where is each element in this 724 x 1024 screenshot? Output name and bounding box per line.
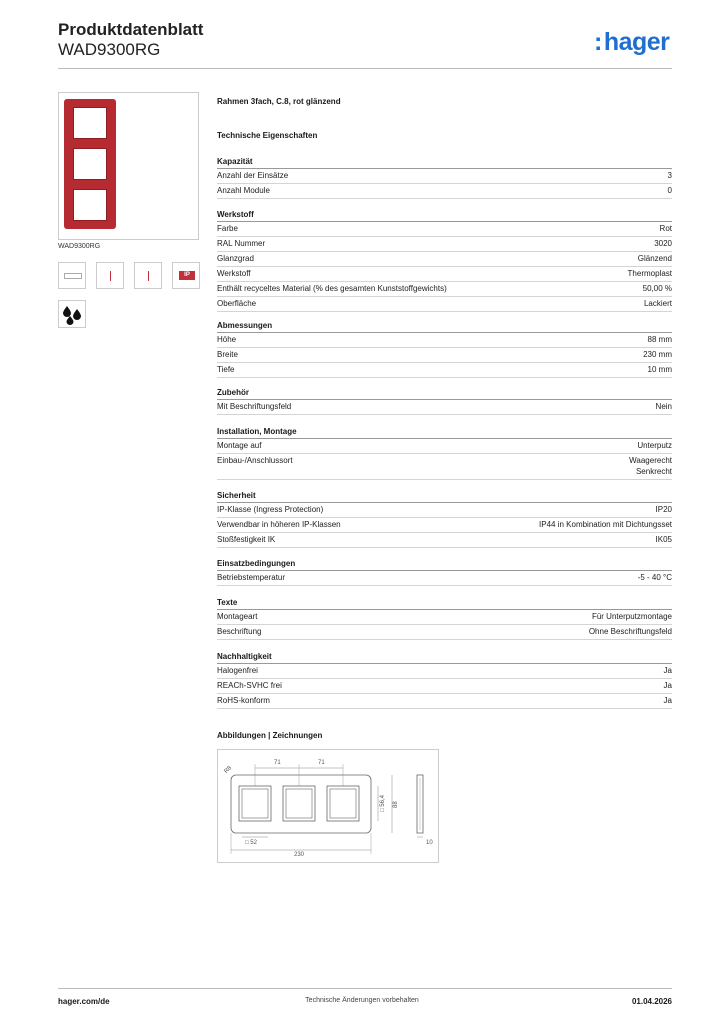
water-drops-icon [58,300,86,328]
section-sicherheit [217,489,672,548]
frame-opening [73,107,107,139]
section-kapazitaet [217,155,672,199]
section-werkstoff [217,208,672,312]
dim-height: 88 [393,801,399,808]
frame-opening [73,148,107,180]
section-title: Abmessungen [217,319,672,333]
spec-row: Enthält recyceltes Material (% des gesamten Kunststoffgewichts) 50,00 % [217,282,672,297]
frame-outline-icon [58,262,86,289]
section-title: Texte [217,596,672,610]
footer-note: Technische Änderungen vorbehalten [305,997,419,1004]
spec-row: Höhe 88 mm [217,333,672,348]
section-title: Kapazität [217,155,672,169]
spec-row: Mit Beschriftungsfeld Nein [217,400,672,415]
brand-logo-text: hager [603,28,670,56]
dim-inner: □ 56,4 [380,795,386,812]
spec-row: Werkstoff Thermoplast [217,267,672,282]
vertical-mount-icon [134,262,162,289]
frame-opening [73,189,107,221]
spec-row: Anzahl der Einsätze 3 [217,169,672,184]
section-title: Nachhaltigkeit [217,650,672,664]
page-title: Produktdatenblatt [58,20,204,39]
vertical-mount-icon [96,262,124,289]
section-zubehoer [217,386,672,415]
spec-row: Oberfläche Lackiert [217,297,672,312]
product-image [58,92,199,240]
product-name: Rahmen 3fach, C.8, rot glänzend [217,97,341,106]
spec-row: Glanzgrad Glänzend [217,252,672,267]
section-title: Zubehör [217,386,672,400]
section-abmessungen [217,319,672,378]
dim-radius: R8 [223,765,234,775]
spec-row: Verwendbar in höheren IP-Klassen IP44 in Kombination mit Dichtungsset [217,518,672,533]
dim-depth: 10 [426,840,433,846]
section-title: Werkstoff [217,208,672,222]
footer-divider [58,988,672,989]
spec-row: Tiefe 10 mm [217,363,672,378]
dim-pitch-2: 71 [318,760,325,766]
header-divider [58,68,672,69]
dim-width: 230 [294,852,305,858]
section-title: Einsatzbedingungen [217,557,672,571]
dim-opening: □ 52 [245,840,257,846]
section-title: Sicherheit [217,489,672,503]
spec-row: RoHS-konform Ja [217,694,672,709]
dim-pitch-1: 71 [274,760,281,766]
spec-row: RAL Nummer 3020 [217,237,672,252]
article-number: WAD9300RG [58,40,161,59]
image-caption: WAD9300RG [58,243,101,250]
spec-row: Einbau-/Anschlussort Waagerecht Senkrecht [217,454,672,480]
red-frame-illustration [64,99,116,229]
technical-drawing [217,749,439,863]
ip-rating-icon: IP [172,262,200,289]
spec-row: Farbe Rot [217,222,672,237]
document-header [58,20,203,60]
spec-row: IP-Klasse (Ingress Protection) IP20 [217,503,672,518]
spec-row: Halogenfrei Ja [217,664,672,679]
drawings-heading: Abbildungen | Zeichnungen [217,731,323,740]
spec-row: Stoßfestigkeit IK IK05 [217,533,672,548]
section-nachhaltigkeit [217,650,672,709]
section-title: Installation, Montage [217,425,672,439]
technical-properties-heading: Technische Eigenschaften [217,131,318,140]
section-texte [217,596,672,640]
spec-row: REACh-SVHC frei Ja [217,679,672,694]
brand-logo: :hager [594,28,670,56]
spec-row: Breite 230 mm [217,348,672,363]
footer-website-link[interactable]: hager.com/de [58,997,110,1006]
spec-row: Montageart Für Unterputzmontage [217,610,672,625]
spec-row: Beschriftung Ohne Beschriftungsfeld [217,625,672,640]
footer-date: 01.04.2026 [631,997,672,1006]
section-einsatzbedingungen [217,557,672,586]
section-installation [217,425,672,480]
spec-row: Betriebstemperatur -5 - 40 °C [217,571,672,586]
spec-row: Montage auf Unterputz [217,439,672,454]
spec-row: Anzahl Module 0 [217,184,672,199]
